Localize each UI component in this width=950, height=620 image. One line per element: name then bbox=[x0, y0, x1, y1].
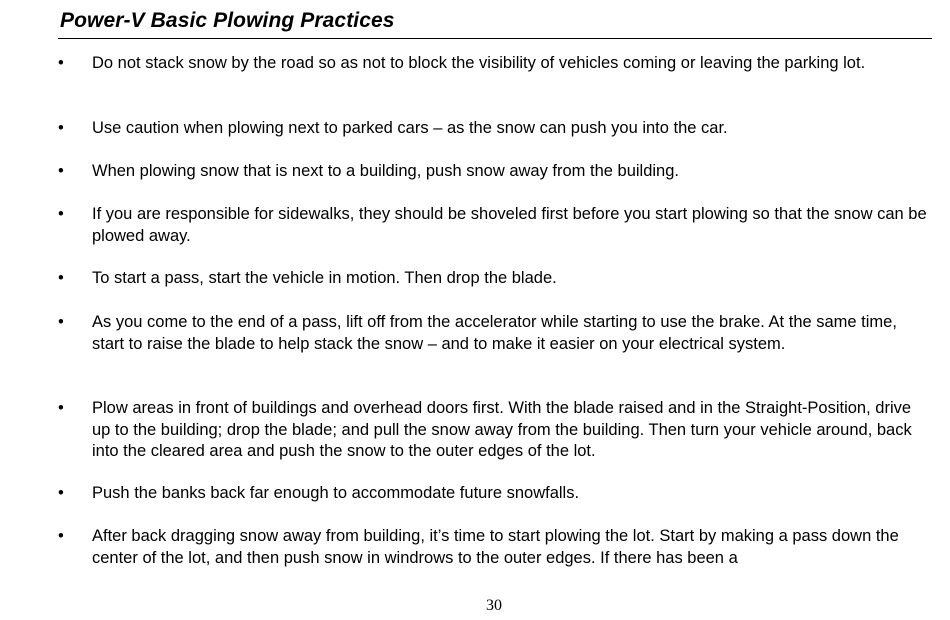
bullet-text: If you are responsible for sidewalks, they should be shoveled first before you start plowing so that the snow can be plowed away. bbox=[92, 205, 927, 245]
bullet-text: Plow areas in front of buildings and overhead doors first. With the blade raised and in the Straight-Position, drive up to the building; drop the blade; and pull the snow away from the building. Then turn your vehicle around, back into the cleared area and push the snow to the outer edges of the lot. bbox=[92, 399, 912, 460]
page-number: 30 bbox=[486, 597, 502, 614]
page-title: Power-V Basic Plowing Practices bbox=[60, 9, 395, 32]
bullet-icon: • bbox=[58, 269, 64, 287]
bullet-icon: • bbox=[58, 527, 64, 545]
bullet-text: Do not stack snow by the road so as not to block the visibility of vehicles coming or leaving the parking lot. bbox=[92, 54, 866, 72]
bullet-text: As you come to the end of a pass, lift off from the accelerator while starting to use the brake. At the same time, start to raise the blade to help stack the snow – and to make it easier on your electrical system. bbox=[92, 313, 897, 353]
bullet-text: To start a pass, start the vehicle in motion. Then drop the blade. bbox=[92, 269, 557, 287]
bullet-icon: • bbox=[58, 313, 64, 331]
bullet-text: Push the banks back far enough to accommodate future snowfalls. bbox=[92, 484, 580, 502]
bullet-icon: • bbox=[58, 162, 64, 180]
bullet-icon: • bbox=[58, 54, 64, 72]
bullet-icon: • bbox=[58, 205, 64, 223]
bullet-icon: • bbox=[58, 119, 64, 137]
bullet-text: When plowing snow that is next to a building, push snow away from the building. bbox=[92, 162, 679, 180]
bullet-icon: • bbox=[58, 399, 64, 417]
bullet-icon: • bbox=[58, 484, 64, 502]
bullet-text: Use caution when plowing next to parked cars – as the snow can push you into the car. bbox=[92, 119, 728, 137]
bullet-text: After back dragging snow away from building, it’s time to start plowing the lot. Start by making a pass down the center of the lot, and then push snow in windrows to the outer edges. If there has been a bbox=[92, 527, 899, 567]
